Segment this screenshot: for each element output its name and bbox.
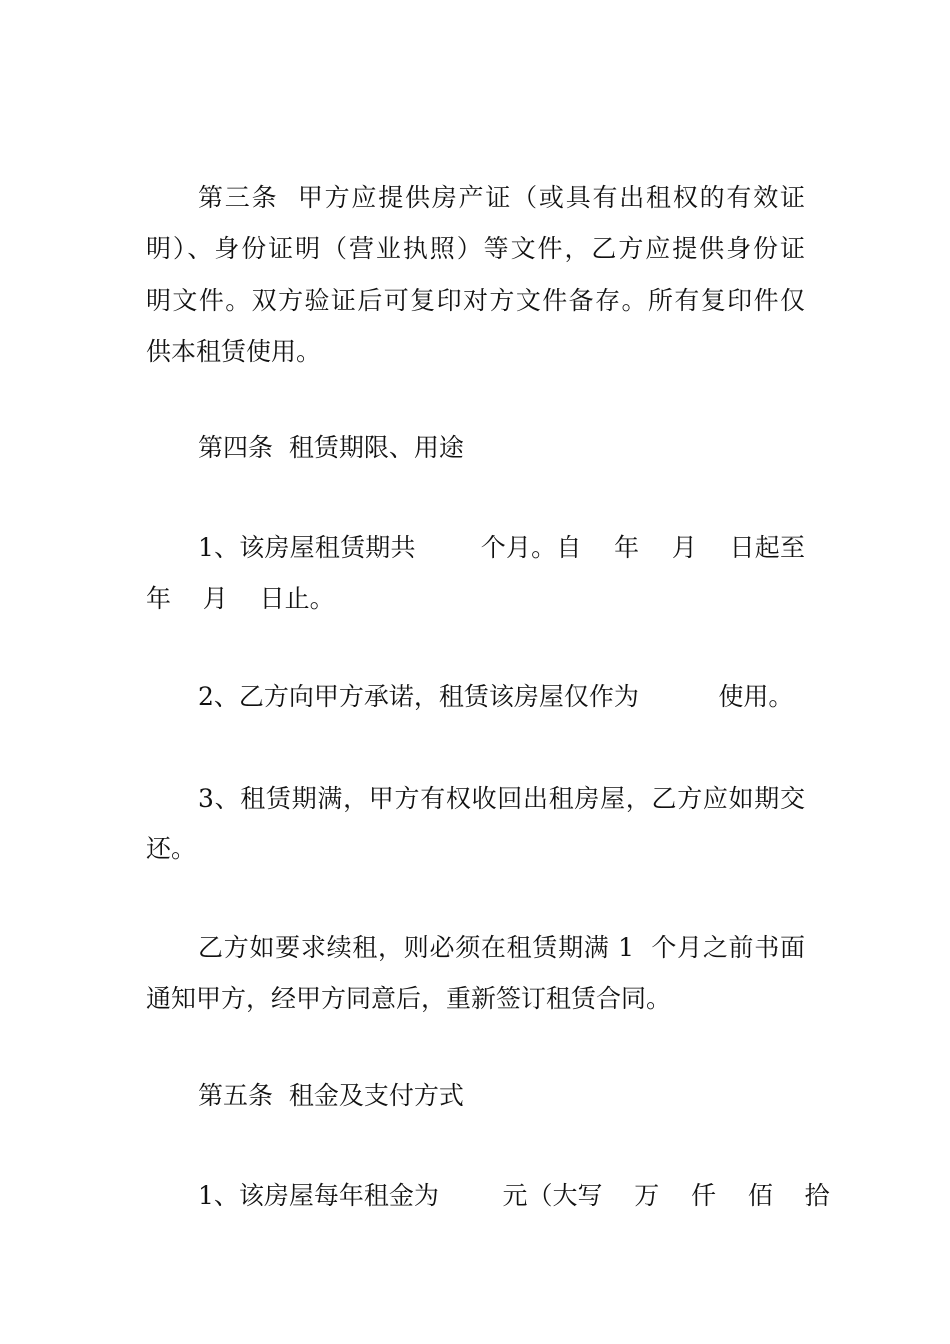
article-5-item-1-line-1: 1、该房屋每年租金为 元（大写 万 仟 佰 拾 xyxy=(198,1181,830,1210)
article-4-item-1-line-2: 年 月 日止。 xyxy=(146,584,335,613)
article-4-item-1-line-1: 1、该房屋租赁期共 个月。自 年 月 日起至 xyxy=(198,533,805,562)
renewal-paragraph-line-2: 通知甲方，经甲方同意后，重新签订租赁合同。 xyxy=(146,984,672,1013)
article-4-item-2: 2、乙方向甲方承诺，租赁该房屋仅作为 使用。 xyxy=(198,682,794,711)
article-3-line-3: 明文件。双方验证后可复印对方文件备存。所有复印件仅 xyxy=(146,286,805,315)
article-4-heading: 第四条 租赁期限、用途 xyxy=(198,433,464,462)
article-3-line-4: 供本租赁使用。 xyxy=(146,337,322,366)
article-4-item-3-line-2: 还。 xyxy=(146,834,197,863)
renewal-paragraph-line-1: 乙方如要求续租，则必须在租赁期满 1 个月之前书面 xyxy=(198,933,805,962)
article-3-line-1: 第三条 甲方应提供房产证（或具有出租权的有效证 xyxy=(198,183,805,212)
article-5-heading: 第五条 租金及支付方式 xyxy=(198,1081,464,1110)
article-3-line-2: 明）、身份证明（营业执照）等文件，乙方应提供身份证 xyxy=(146,234,805,263)
article-4-item-3-line-1: 3、租赁期满，甲方有权收回出租房屋，乙方应如期交 xyxy=(198,784,805,813)
